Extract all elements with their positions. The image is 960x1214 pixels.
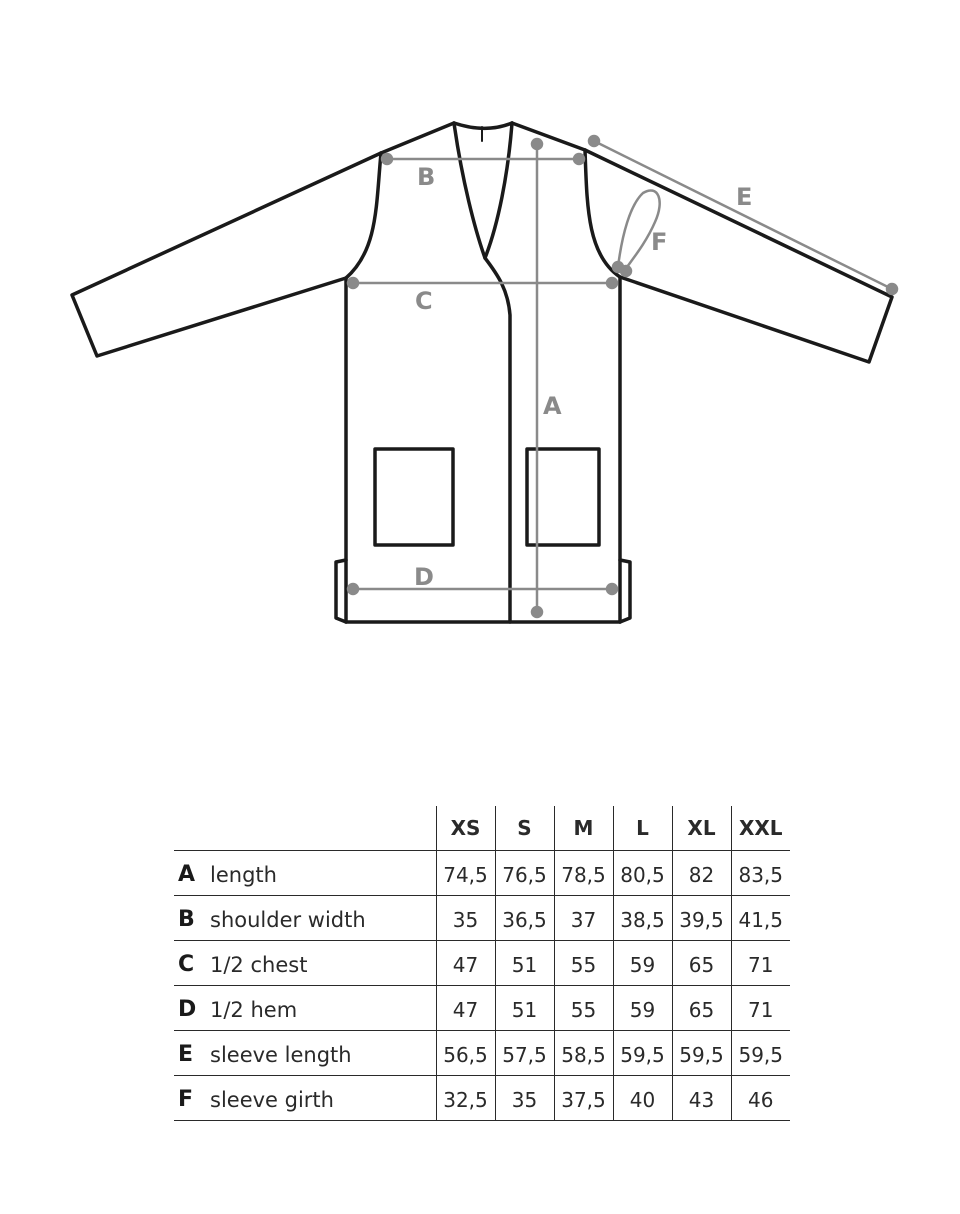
measure-point-a-end: [532, 607, 542, 617]
table-cell: 40: [613, 1076, 672, 1121]
row-letter: E: [178, 1042, 194, 1067]
measure-point-f-end: [621, 266, 631, 276]
measurement-labels: [414, 163, 752, 591]
table-cell: 32,5: [436, 1076, 495, 1121]
header-empty-label: [210, 806, 436, 851]
row-label: sleeve length: [210, 1042, 352, 1067]
size-chart-table: [174, 806, 790, 1121]
label-e: E: [736, 183, 753, 211]
table-cell: 43: [672, 1076, 731, 1121]
measure-point-e-end: [887, 284, 897, 294]
table-cell: 35: [495, 1076, 554, 1121]
row-label: 1/2 hem: [210, 997, 298, 1022]
row-label: shoulder width: [210, 907, 366, 932]
measure-point-d-end: [607, 584, 617, 594]
table-cell: 82: [672, 851, 731, 896]
measure-point-a-start: [532, 139, 542, 149]
right-sleeve: [585, 150, 892, 362]
size-header-s: S: [495, 806, 554, 851]
row-label: 1/2 chest: [210, 952, 308, 977]
table-row: [174, 896, 790, 941]
label-c: C: [415, 287, 433, 315]
table-cell: 37,5: [554, 1076, 613, 1121]
right-armhole: [585, 150, 620, 277]
table-cell: 59,5: [731, 1031, 790, 1076]
left-shoulder: [381, 123, 454, 153]
size-header-xxl: XXL: [731, 806, 790, 851]
row-letter: A: [178, 862, 196, 887]
table-cell: 38,5: [613, 896, 672, 941]
size-header-l: L: [613, 806, 672, 851]
table-cell: 78,5: [554, 851, 613, 896]
table-cell: 51: [495, 941, 554, 986]
table-row: [174, 851, 790, 896]
table-cell: 59: [613, 941, 672, 986]
size-header: [174, 806, 790, 851]
left-armhole: [346, 153, 381, 278]
size-header-xl: XL: [672, 806, 731, 851]
left-lapel: [454, 123, 485, 258]
measure-point-c-start: [348, 278, 358, 288]
row-letter: D: [178, 997, 197, 1022]
measure-line-e: [594, 141, 892, 289]
left-sleeve: [72, 153, 381, 356]
size-header-m: M: [554, 806, 613, 851]
table-cell: 59: [613, 986, 672, 1031]
table-row: [174, 1076, 790, 1121]
jacket-outline: [72, 123, 892, 622]
table-cell: 46: [731, 1076, 790, 1121]
table-cell: 36,5: [495, 896, 554, 941]
left-pocket: [375, 449, 453, 545]
table-cell: 76,5: [495, 851, 554, 896]
table-cell: 59,5: [613, 1031, 672, 1076]
label-f: F: [651, 228, 668, 256]
right-lapel-edge: [485, 123, 512, 622]
table-cell: 39,5: [672, 896, 731, 941]
table-cell: 56,5: [436, 1031, 495, 1076]
row-letter: B: [178, 907, 195, 932]
table-row: [174, 986, 790, 1031]
size-table-body: [174, 851, 790, 1121]
row-label: sleeve girth: [210, 1087, 334, 1112]
label-a: A: [543, 392, 562, 420]
measure-point-d-start: [348, 584, 358, 594]
measure-point-e-start: [589, 136, 599, 146]
size-header-row: [174, 806, 790, 851]
table-cell: 47: [436, 941, 495, 986]
row-letter: F: [178, 1087, 194, 1112]
table-cell: 51: [495, 986, 554, 1031]
table-cell: 58,5: [554, 1031, 613, 1076]
table-row: [174, 1031, 790, 1076]
table-cell: 47: [436, 986, 495, 1031]
table-cell: 55: [554, 941, 613, 986]
table-cell: 71: [731, 941, 790, 986]
header-empty-letter: [174, 806, 210, 851]
table-cell: 71: [731, 986, 790, 1031]
table-cell: 41,5: [731, 896, 790, 941]
right-shoulder: [512, 123, 585, 150]
measure-point-b-start: [382, 154, 392, 164]
table-cell: 74,5: [436, 851, 495, 896]
table-cell: 83,5: [731, 851, 790, 896]
row-label: length: [210, 862, 277, 887]
table-cell: 65: [672, 941, 731, 986]
measure-point-c-end: [607, 278, 617, 288]
table-cell: 65: [672, 986, 731, 1031]
table-cell: 37: [554, 896, 613, 941]
measure-point-b-end: [574, 154, 584, 164]
table-cell: 80,5: [613, 851, 672, 896]
size-header-xs: XS: [436, 806, 495, 851]
table-cell: 55: [554, 986, 613, 1031]
table-row: [174, 941, 790, 986]
label-b: B: [417, 163, 436, 191]
table-cell: 59,5: [672, 1031, 731, 1076]
table-cell: 35: [436, 896, 495, 941]
table-cell: 57,5: [495, 1031, 554, 1076]
label-d: D: [414, 563, 434, 591]
row-letter: C: [178, 952, 195, 977]
